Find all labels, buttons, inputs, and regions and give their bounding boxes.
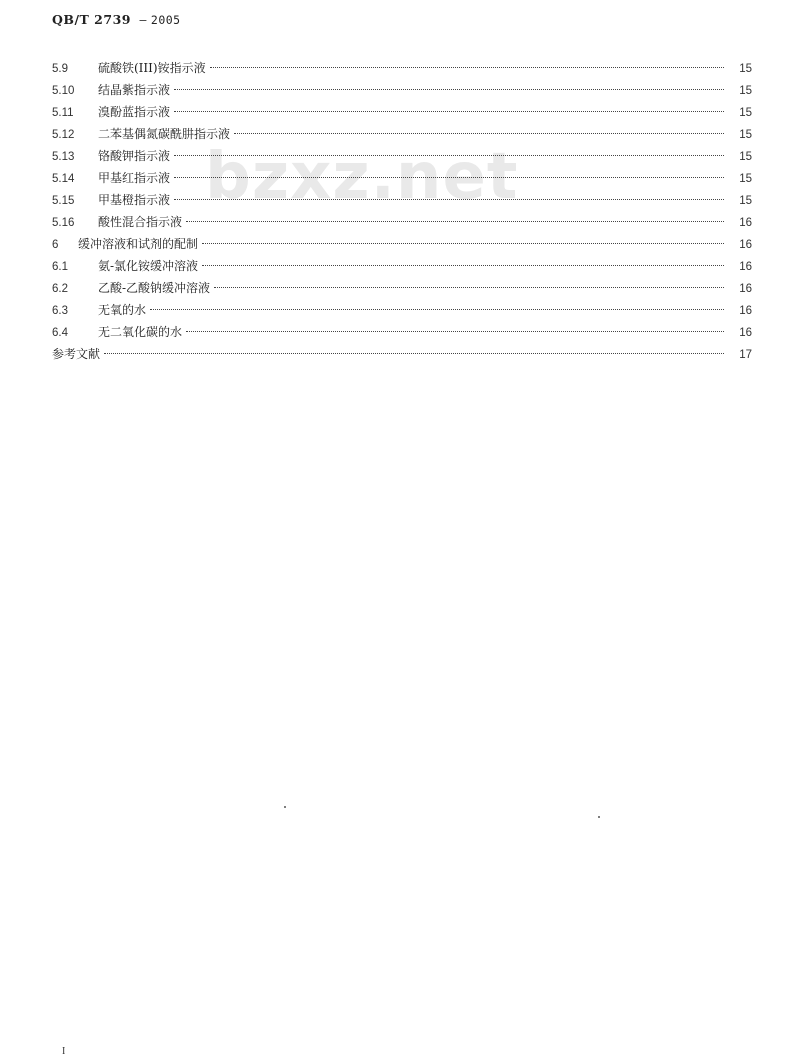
toc-entry-page: 16	[739, 327, 752, 339]
toc-entry-title: 结晶紫指示液	[98, 83, 171, 97]
toc-entry[interactable]	[52, 211, 752, 233]
toc-entry-number: 6.1	[52, 261, 68, 273]
toc-dot-leader	[174, 199, 724, 200]
toc-entry-title: 二苯基偶氮碳酰肼指示液	[98, 127, 231, 141]
toc-entry-page: 15	[739, 85, 752, 97]
toc-entry-page: 16	[739, 261, 752, 273]
toc-entry-number: 6.3	[52, 305, 68, 317]
toc-entry[interactable]	[52, 79, 752, 101]
toc-entry-title: 铬酸钾指示液	[98, 149, 171, 163]
toc-entry-page: 15	[739, 63, 752, 75]
toc-entry[interactable]	[52, 343, 752, 365]
toc-entry-title: 氨-氯化铵缓冲溶液	[98, 259, 199, 273]
table-of-contents	[52, 57, 752, 365]
toc-entry-page: 17	[739, 349, 752, 361]
toc-dot-leader	[174, 111, 724, 112]
toc-entry-number: 6.2	[52, 283, 68, 295]
toc-entry[interactable]	[52, 189, 752, 211]
toc-dot-leader	[174, 177, 724, 178]
toc-entry-number: 5.11	[52, 107, 74, 119]
toc-entry[interactable]	[52, 101, 752, 123]
toc-entry[interactable]	[52, 321, 752, 343]
toc-entry-page: 15	[739, 151, 752, 163]
toc-entry-number: 6	[52, 239, 59, 251]
toc-entry-page: 15	[739, 107, 752, 119]
toc-entry-number: 5.12	[52, 129, 75, 141]
toc-entry-title: 乙酸-乙酸钠缓冲溶液	[98, 281, 211, 295]
toc-entry-page: 16	[739, 283, 752, 295]
toc-entry[interactable]	[52, 57, 752, 79]
toc-dot-leader	[210, 67, 724, 68]
watermark: bzxz.net	[205, 140, 519, 214]
toc-entry-title: 溴酚蓝指示液	[98, 105, 171, 119]
toc-dot-leader	[202, 243, 724, 244]
toc-entry-number: 6.4	[52, 327, 68, 339]
toc-entry-page: 16	[739, 239, 752, 251]
toc-dot-leader	[202, 265, 724, 266]
toc-dot-leader	[174, 155, 724, 156]
toc-entry-page: 15	[739, 195, 752, 207]
standard-year: 2005	[150, 13, 181, 27]
toc-entry-number: 5.16	[52, 217, 75, 229]
toc-entry[interactable]	[52, 167, 752, 189]
toc-entry-title: 无氧的水	[98, 303, 147, 317]
toc-entry-number: 5.15	[52, 195, 75, 207]
toc-dot-leader	[214, 287, 724, 288]
scan-speck	[598, 816, 600, 818]
toc-entry-number: 5.14	[52, 173, 75, 185]
document-header	[52, 12, 181, 27]
standard-code: QB/T 2739	[52, 12, 131, 27]
toc-dot-leader	[104, 353, 724, 354]
toc-entry-title: 酸性混合指示液	[98, 215, 183, 229]
toc-entry-title: 参考文献	[52, 347, 101, 361]
toc-entry-title: 缓冲溶液和试剂的配制	[78, 237, 199, 251]
toc-entry-title: 无二氧化碳的水	[98, 325, 183, 339]
toc-entry[interactable]	[52, 145, 752, 167]
toc-dot-leader	[150, 309, 724, 310]
toc-entry-number: 5.13	[52, 151, 75, 163]
page-number: I	[62, 1046, 66, 1057]
toc-entry-number: 5.10	[52, 85, 75, 97]
toc-entry-page: 16	[739, 305, 752, 317]
toc-entry[interactable]	[52, 299, 752, 321]
toc-entry-page: 15	[739, 173, 752, 185]
toc-entry-title: 甲基红指示液	[98, 171, 171, 185]
toc-entry-title: 甲基橙指示液	[98, 193, 171, 207]
toc-dot-leader	[234, 133, 724, 134]
toc-entry[interactable]	[52, 277, 752, 299]
toc-entry-page: 16	[739, 217, 752, 229]
toc-dot-leader	[186, 331, 724, 332]
toc-entry-page: 15	[739, 129, 752, 141]
toc-dot-leader	[174, 89, 724, 90]
toc-entry[interactable]	[52, 255, 752, 277]
scan-speck	[284, 806, 286, 808]
toc-entry[interactable]	[52, 233, 752, 255]
toc-dot-leader	[186, 221, 724, 222]
toc-entry-number: 5.9	[52, 63, 68, 75]
toc-entry-title: 硫酸铁(III)铵指示液	[98, 61, 206, 75]
toc-entry[interactable]	[52, 123, 752, 145]
standard-separator: —	[139, 13, 147, 27]
